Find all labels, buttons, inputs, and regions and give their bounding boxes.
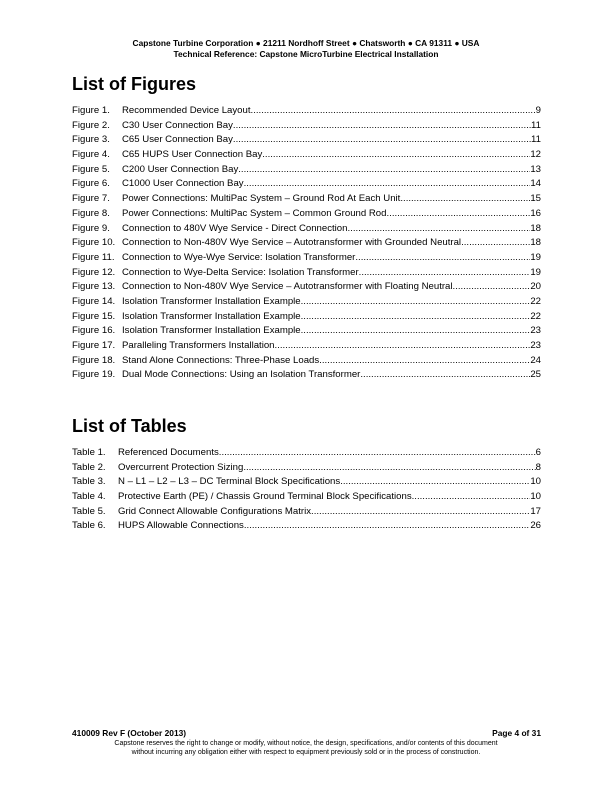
entry-page-number: 10 — [530, 476, 541, 488]
page-footer — [72, 728, 541, 738]
header-company-line: Capstone Turbine Corporation ● 21211 Nordhoff Street ● Chatsworth ● CA 91311 ● USA — [132, 38, 480, 48]
dot-leader — [243, 462, 535, 473]
dot-leader — [311, 506, 530, 517]
entry-label: Figure 14. — [72, 295, 116, 307]
figure-entry[interactable] — [72, 134, 541, 149]
entry-title: C30 User Connection Bay — [122, 119, 233, 131]
footer-disclaimer — [0, 739, 612, 757]
figure-entry[interactable] — [72, 325, 541, 340]
dot-leader — [461, 237, 530, 248]
dot-leader — [219, 447, 536, 458]
figure-entry[interactable] — [72, 164, 541, 179]
entry-page-number: 10 — [530, 491, 541, 503]
dot-leader — [347, 223, 530, 234]
entry-title: Recommended Device Layout — [122, 105, 251, 116]
entry-page-number: 11 — [531, 134, 541, 146]
entry-label: Figure 13. — [72, 281, 116, 293]
table-entry[interactable] — [72, 462, 541, 477]
entry-label: Figure 8. — [72, 207, 110, 219]
entry-label: Figure 3. — [72, 134, 110, 146]
table-entry[interactable] — [72, 491, 541, 506]
entry-page-number: 22 — [530, 310, 541, 322]
figure-list — [72, 105, 541, 384]
dot-leader — [275, 340, 531, 351]
figure-entry[interactable] — [72, 105, 541, 120]
entry-title: Power Connections: MultiPac System – Common Ground Rod — [122, 207, 387, 219]
entry-title: Isolation Transformer Installation Example — [122, 295, 301, 307]
figure-entry[interactable] — [72, 208, 541, 223]
entry-title: Paralleling Transformers Installation — [122, 340, 275, 351]
entry-page-number: 18 — [530, 237, 541, 249]
entry-label: Figure 2. — [72, 119, 110, 131]
entry-label: Figure 4. — [72, 149, 110, 161]
entry-page-number: 24 — [530, 354, 541, 366]
entry-label: Table 5. — [72, 505, 106, 517]
entry-label: Figure 9. — [72, 222, 110, 234]
entry-page-number: 14 — [530, 178, 541, 190]
entry-label: Figure 1. — [72, 105, 110, 116]
page-number: Page 4 of 31 — [492, 728, 541, 738]
entry-label: Figure 5. — [72, 163, 110, 175]
figure-entry[interactable] — [72, 267, 541, 282]
entry-title: Power Connections: MultiPac System – Ground Rod At Each Unit — [122, 193, 401, 205]
dot-leader — [301, 296, 531, 307]
entry-title: Isolation Transformer Installation Example — [122, 325, 301, 337]
list-of-tables-heading: List of Tables — [72, 416, 187, 436]
dot-leader — [262, 149, 530, 160]
entry-page-number: 26 — [530, 520, 541, 532]
entry-title: Overcurrent Protection Sizing — [118, 461, 244, 473]
entry-title: Grid Connect Allowable Configurations Matrix — [118, 505, 312, 517]
table-entry[interactable] — [72, 447, 541, 462]
entry-page-number: 6 — [535, 447, 541, 458]
dot-leader — [386, 208, 530, 219]
dot-leader — [301, 311, 531, 322]
document-revision: 410009 Rev F (October 2013) — [72, 728, 187, 738]
entry-title: C1000 User Connection Bay — [122, 178, 244, 190]
entry-label: Figure 17. — [72, 340, 116, 351]
entry-title: C65 User Connection Bay — [122, 134, 233, 146]
entry-title: Referenced Documents — [118, 447, 219, 458]
figure-entry[interactable] — [72, 193, 541, 208]
disclaimer-line-2: without incurring any obligation either with respect to equipment previously sold or in the process of construction. — [131, 749, 481, 756]
entry-title: Connection to Wye-Delta Service: Isolation Transformer — [122, 266, 359, 278]
entry-title: Connection to Non-480V Wye Service – Autotransformer with Floating Neutral — [122, 281, 453, 293]
dot-leader — [244, 520, 530, 531]
dot-leader — [360, 369, 530, 380]
figure-entry[interactable] — [72, 355, 541, 370]
entry-label: Figure 15. — [72, 310, 116, 322]
dot-leader — [233, 134, 531, 145]
entry-title: Connection to Wye-Wye Service: Isolation Transformer — [122, 251, 356, 263]
entry-label: Figure 11. — [72, 251, 115, 263]
figure-entry[interactable] — [72, 369, 541, 384]
dot-leader — [412, 491, 531, 502]
dot-leader — [251, 105, 536, 116]
entry-page-number: 23 — [530, 325, 541, 337]
entry-title: Protective Earth (PE) / Chassis Ground Terminal Block Specifications — [118, 491, 412, 503]
table-entry[interactable] — [72, 506, 541, 521]
entry-label: Table 3. — [72, 476, 106, 488]
entry-title: HUPS Allowable Connections — [118, 520, 244, 532]
entry-page-number: 9 — [535, 105, 541, 116]
entry-title: Dual Mode Connections: Using an Isolation Transformer — [122, 369, 361, 381]
entry-page-number: 11 — [531, 119, 541, 131]
entry-label: Figure 7. — [72, 193, 110, 205]
entry-label: Figure 16. — [72, 325, 116, 337]
entry-title: C200 User Connection Bay — [122, 163, 239, 175]
figure-entry[interactable] — [72, 120, 541, 135]
entry-title: Connection to Non-480V Wye Service – Autotransformer with Grounded Neutral — [122, 237, 462, 249]
dot-leader — [319, 355, 530, 366]
entry-label: Figure 6. — [72, 178, 110, 190]
figure-entry[interactable] — [72, 311, 541, 326]
table-entry[interactable] — [72, 520, 541, 535]
entry-title: N – L1 – L2 – L3 – DC Terminal Block Specifications — [118, 476, 341, 488]
table-list — [72, 447, 541, 535]
entry-title: Connection to 480V Wye Service - Direct Connection — [122, 222, 348, 234]
entry-label: Figure 12. — [72, 266, 116, 278]
figure-entry[interactable] — [72, 149, 541, 164]
entry-label: Figure 10. — [72, 237, 116, 249]
entry-page-number: 12 — [530, 149, 541, 161]
dot-leader — [238, 164, 530, 175]
figure-entry[interactable] — [72, 178, 541, 193]
entry-title: Isolation Transformer Installation Example — [122, 310, 301, 322]
entry-page-number: 16 — [530, 207, 541, 219]
dot-leader — [359, 267, 531, 278]
entry-page-number: 23 — [530, 340, 541, 351]
figure-entry[interactable] — [72, 340, 541, 355]
entry-label: Figure 19. — [72, 369, 116, 381]
entry-page-number: 22 — [530, 295, 541, 307]
figure-entry[interactable] — [72, 281, 541, 296]
header-document-line: Technical Reference: Capstone MicroTurbine Electrical Installation — [173, 49, 439, 59]
entry-page-number: 20 — [530, 281, 541, 293]
page-header — [0, 38, 612, 60]
dot-leader — [233, 120, 531, 131]
figure-entry[interactable] — [72, 296, 541, 311]
entry-label: Table 6. — [72, 520, 106, 532]
entry-page-number: 19 — [530, 251, 541, 263]
dot-leader — [340, 476, 530, 487]
list-of-figures-heading: List of Figures — [72, 74, 197, 94]
entry-label: Table 1. — [72, 447, 106, 458]
dot-leader — [453, 281, 531, 292]
dot-leader — [355, 252, 530, 263]
dot-leader — [244, 178, 531, 189]
figure-entry[interactable] — [72, 252, 541, 267]
table-entry[interactable] — [72, 476, 541, 491]
entry-page-number: 18 — [530, 222, 541, 234]
dot-leader — [301, 325, 531, 336]
entry-page-number: 25 — [530, 369, 541, 381]
entry-page-number: 15 — [530, 193, 541, 205]
disclaimer-line-1: Capstone reserves the right to change or modify, without notice, the design, specifications, and/or contents of this document — [114, 740, 498, 747]
entry-page-number: 17 — [530, 505, 541, 517]
entry-page-number: 19 — [530, 266, 541, 278]
entry-label: Table 2. — [72, 461, 106, 473]
entry-title: C65 HUPS User Connection Bay — [122, 149, 263, 161]
figure-entry[interactable] — [72, 237, 541, 252]
entry-label: Table 4. — [72, 491, 106, 503]
entry-title: Stand Alone Connections: Three-Phase Loads — [122, 354, 320, 366]
figure-entry[interactable] — [72, 223, 541, 238]
dot-leader — [400, 193, 530, 204]
entry-page-number: 13 — [530, 163, 541, 175]
entry-page-number: 8 — [535, 461, 541, 473]
entry-label: Figure 18. — [72, 354, 116, 366]
